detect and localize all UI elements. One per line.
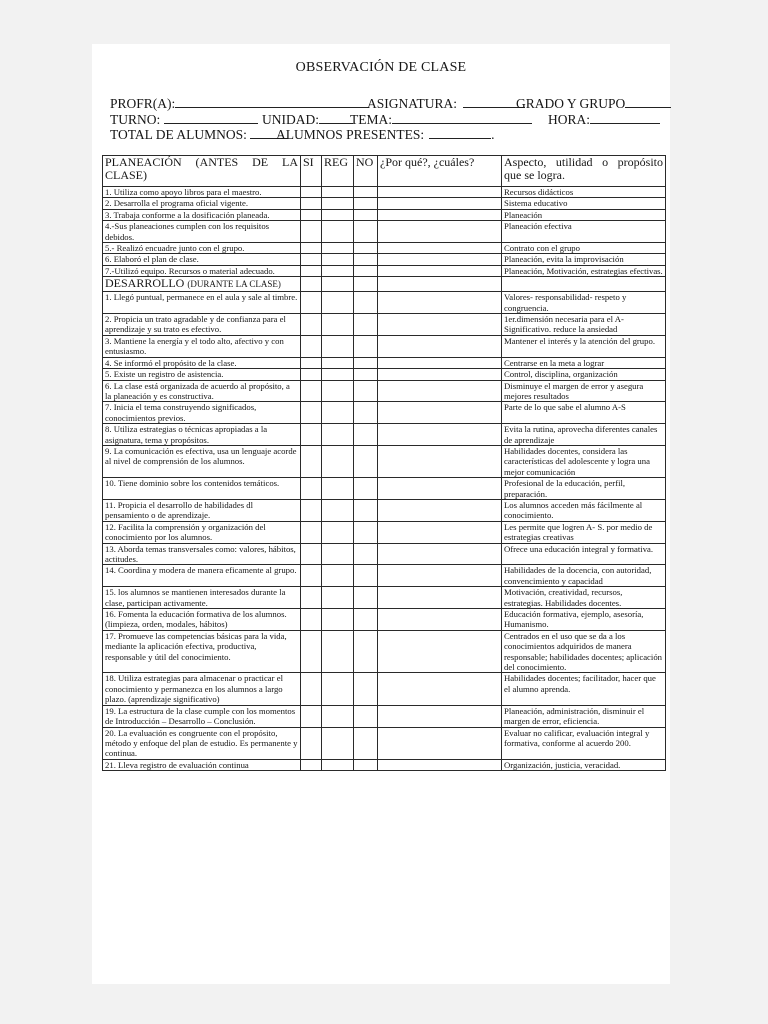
check-reg[interactable] <box>322 369 354 380</box>
aspect-cell <box>502 277 666 292</box>
period-mark: . <box>491 127 495 142</box>
check-no[interactable] <box>354 292 378 314</box>
aspect-text: Planeación, evita la improvisación <box>502 254 666 265</box>
check-si[interactable] <box>301 424 322 446</box>
check-reg[interactable] <box>322 499 354 521</box>
check-reg[interactable] <box>322 445 354 477</box>
check-no[interactable] <box>354 314 378 336</box>
desarrollo-header <box>103 277 301 292</box>
check-no[interactable] <box>354 357 378 368</box>
desarrollo-header-row <box>103 277 666 292</box>
aspect-text: Educación formativa, ejemplo, asesoría, Humanismo. <box>502 609 666 631</box>
hora-blank[interactable] <box>590 111 660 124</box>
aspect-text: Control, disciplina, organización <box>502 369 666 380</box>
check-si[interactable] <box>301 402 322 424</box>
table-row <box>103 369 666 380</box>
reason-cell[interactable] <box>378 759 502 770</box>
check-no[interactable] <box>354 543 378 565</box>
aspect-text: Contrato con el grupo <box>502 243 666 254</box>
check-reg[interactable] <box>322 380 354 402</box>
aspect-text: Profesional de la educación, perfil, preparación. <box>502 478 666 500</box>
aspect-text: Centrados en el uso que se da a los conocimientos adquiridos de manera responsable; habilidades docentes; aplicación del conocimiento. <box>502 630 666 673</box>
check-reg[interactable] <box>322 209 354 220</box>
reason-cell[interactable] <box>378 314 502 336</box>
criterion-text: 3. Mantiene la energía y el todo alto, afectivo y con entusiasmo. <box>103 335 301 357</box>
table-row <box>103 254 666 265</box>
table-row <box>103 673 666 705</box>
criterion-text: 19. La estructura de la clase cumple con los momentos de Introducción – Desarrollo – Conclusión. <box>103 705 301 727</box>
check-reg[interactable] <box>322 565 354 587</box>
grado-grupo-label: GRADO Y GRUPO <box>516 96 626 111</box>
aspect-text: Planeación, administración, disminuir el margen de error, eficiencia. <box>502 705 666 727</box>
check-si[interactable] <box>301 380 322 402</box>
alumnos-presentes-blank[interactable] <box>429 126 491 139</box>
table-row <box>103 499 666 521</box>
reason-cell[interactable] <box>378 254 502 265</box>
profr-blank[interactable] <box>175 95 369 108</box>
aspect-text: Parte de lo que sabe el alumno A-S <box>502 402 666 424</box>
asignatura-label: ASIGNATURA: <box>367 96 458 111</box>
check-no[interactable] <box>354 609 378 631</box>
check-reg[interactable] <box>322 254 354 265</box>
criterion-text: 17. Promueve las competencias básicas para la vida, mediante la aplicación efectiva, productiva, responsable y útil del conocimiento. <box>103 630 301 673</box>
reason-cell[interactable] <box>378 243 502 254</box>
reason-cell[interactable] <box>378 335 502 357</box>
check-reg[interactable] <box>322 198 354 209</box>
asignatura-field[interactable] <box>367 95 525 112</box>
table-row <box>103 478 666 500</box>
aspect-text: Planeación, Motivación, estrategias efectivas. <box>502 265 666 276</box>
reason-cell[interactable] <box>378 402 502 424</box>
check-reg[interactable] <box>322 521 354 543</box>
aspect-text: Habilidades docentes, considera las características del adolescente y logra una mejor comunicación <box>502 445 666 477</box>
check-no[interactable] <box>354 277 378 292</box>
table-row <box>103 424 666 446</box>
observation-table <box>102 155 666 771</box>
check-no[interactable] <box>354 265 378 276</box>
check-si[interactable] <box>301 609 322 631</box>
check-si[interactable] <box>301 198 322 209</box>
check-reg[interactable] <box>322 335 354 357</box>
check-reg[interactable] <box>322 673 354 705</box>
criterion-text: 13. Aborda temas transversales como: valores, hábitos, actitudes. <box>103 543 301 565</box>
porque-header: ¿Por qué?, ¿cuáles? <box>378 156 502 187</box>
check-reg[interactable] <box>322 187 354 198</box>
check-si[interactable] <box>301 478 322 500</box>
aspect-text: Centrarse en la meta a lograr <box>502 357 666 368</box>
table-header-row <box>103 156 666 187</box>
reason-cell[interactable] <box>378 265 502 276</box>
criterion-text: 5. Existe un registro de asistencia. <box>103 369 301 380</box>
reason-cell[interactable] <box>378 445 502 477</box>
check-si[interactable] <box>301 335 322 357</box>
table-row <box>103 292 666 314</box>
criterion-text: 2. Propicia un trato agradable y de confianza para el aprendizaje y su trato es efectivo. <box>103 314 301 336</box>
check-si[interactable] <box>301 265 322 276</box>
turno-blank[interactable] <box>164 111 258 124</box>
aspect-text: Organización, justicia, veracidad. <box>502 759 666 770</box>
reg-header: REG <box>322 156 354 187</box>
aspect-text: Evaluar no calificar, evaluación integral y formativa, conforme al acuerdo 200. <box>502 727 666 759</box>
table-row <box>103 630 666 673</box>
table-row <box>103 221 666 243</box>
check-reg[interactable] <box>322 609 354 631</box>
check-reg[interactable] <box>322 543 354 565</box>
criterion-text: 7.-Utilizó equipo. Recursos o material adecuado. <box>103 265 301 276</box>
check-si[interactable] <box>301 630 322 673</box>
aspect-text: Los alumnos acceden más fácilmente al conocimiento. <box>502 499 666 521</box>
check-reg[interactable] <box>322 402 354 424</box>
check-reg[interactable] <box>322 243 354 254</box>
check-si[interactable] <box>301 209 322 220</box>
aspect-text: Ofrece una educación integral y formativa. <box>502 543 666 565</box>
total-alumnos-label: TOTAL DE ALUMNOS: <box>110 127 247 142</box>
alumnos-presentes-field[interactable] <box>276 126 495 143</box>
criterion-text: 4. Se informó el propósito de la clase. <box>103 357 301 368</box>
check-si[interactable] <box>301 254 322 265</box>
reason-cell[interactable] <box>378 705 502 727</box>
reason-cell[interactable] <box>378 565 502 587</box>
reason-cell[interactable] <box>378 187 502 198</box>
criterion-text: 16. Fomenta la educación formativa de los alumnos.(limpieza, orden, modales, hábitos) <box>103 609 301 631</box>
reason-cell[interactable] <box>378 424 502 446</box>
criterion-text: 1. Utiliza como apoyo libros para el maestro. <box>103 187 301 198</box>
aspect-text: Motivación, creatividad, recursos, estrategias. Habilidades docentes. <box>502 587 666 609</box>
table-row <box>103 402 666 424</box>
check-no[interactable] <box>354 521 378 543</box>
check-no[interactable] <box>354 424 378 446</box>
criterion-text: 4.-Sus planeaciones cumplen con los requisitos debidos. <box>103 221 301 243</box>
aspect-text: Planeación <box>502 209 666 220</box>
check-no[interactable] <box>354 499 378 521</box>
grado-grupo-blank[interactable] <box>625 95 671 108</box>
grado-grupo-field[interactable] <box>516 95 671 112</box>
profr-label: PROFR(A): <box>110 96 176 111</box>
hora-field[interactable] <box>548 111 660 128</box>
table-row <box>103 609 666 631</box>
criterion-text: 18. Utiliza estrategias para almacenar o practicar el conocimiento y permanezca en los alumnos a largo plazo. (aprendizaje significativo) <box>103 673 301 705</box>
desarrollo-section <box>103 277 666 292</box>
table-row <box>103 335 666 357</box>
check-no[interactable] <box>354 759 378 770</box>
check-si[interactable] <box>301 565 322 587</box>
criterion-text: 5.- Realizó encuadre junto con el grupo. <box>103 243 301 254</box>
reason-cell[interactable] <box>378 357 502 368</box>
reason-cell[interactable] <box>378 369 502 380</box>
check-no[interactable] <box>354 221 378 243</box>
tema-blank[interactable] <box>392 111 532 124</box>
check-reg[interactable] <box>322 759 354 770</box>
reason-cell[interactable] <box>378 609 502 631</box>
check-reg[interactable] <box>322 630 354 673</box>
table-row <box>103 209 666 220</box>
reason-cell[interactable] <box>378 587 502 609</box>
check-si[interactable] <box>301 243 322 254</box>
table-row <box>103 521 666 543</box>
reason-cell[interactable] <box>378 521 502 543</box>
check-no[interactable] <box>354 727 378 759</box>
planeacion-header: PLANEACIÓN (ANTES DE LA CLASE) <box>103 156 301 187</box>
table-row <box>103 727 666 759</box>
profr-field[interactable] <box>110 95 369 112</box>
check-no[interactable] <box>354 705 378 727</box>
check-reg[interactable] <box>322 587 354 609</box>
total-alumnos-field[interactable] <box>110 126 288 143</box>
check-no[interactable] <box>354 198 378 209</box>
table-row <box>103 445 666 477</box>
check-no[interactable] <box>354 254 378 265</box>
check-no[interactable] <box>354 243 378 254</box>
table-row <box>103 243 666 254</box>
table-row <box>103 565 666 587</box>
check-si[interactable] <box>301 292 322 314</box>
check-reg[interactable] <box>322 478 354 500</box>
criterion-text: 1. Llegó puntual, permanece en el aula y sale al timbre. <box>103 292 301 314</box>
table-row <box>103 265 666 276</box>
reason-cell[interactable] <box>378 221 502 243</box>
check-no[interactable] <box>354 478 378 500</box>
check-reg[interactable] <box>322 357 354 368</box>
aspecto-header: Aspecto, utilidad o propósito que se logra. <box>502 156 666 187</box>
reason-cell[interactable] <box>378 277 502 292</box>
unidad-label: UNIDAD: <box>262 112 319 127</box>
aspect-text: Disminuye el margen de error y asegura mejores resultados <box>502 380 666 402</box>
check-no[interactable] <box>354 209 378 220</box>
table-row <box>103 543 666 565</box>
check-reg[interactable] <box>322 727 354 759</box>
criterion-text: 6. La clase está organizada de acuerdo al propósito, a la planeación y es constructiva. <box>103 380 301 402</box>
criterion-text: 3. Trabaja conforme a la dosificación planeada. <box>103 209 301 220</box>
check-si[interactable] <box>301 727 322 759</box>
reason-cell[interactable] <box>378 543 502 565</box>
criterion-text: 8. Utiliza estrategias o técnicas apropiadas a la asignatura, tema y propósitos. <box>103 424 301 446</box>
check-reg[interactable] <box>322 705 354 727</box>
unidad-blank[interactable] <box>319 111 353 124</box>
check-no[interactable] <box>354 369 378 380</box>
check-no[interactable] <box>354 587 378 609</box>
table-row <box>103 198 666 209</box>
check-no[interactable] <box>354 402 378 424</box>
reason-cell[interactable] <box>378 292 502 314</box>
reason-cell[interactable] <box>378 198 502 209</box>
aspect-text: Habilidades docentes; facilitador, hacer que el alumno aprenda. <box>502 673 666 705</box>
reason-cell[interactable] <box>378 209 502 220</box>
check-no[interactable] <box>354 565 378 587</box>
aspect-text: Evita la rutina, aprovecha diferentes canales de aprendizaje <box>502 424 666 446</box>
aspect-text: Sistema educativo <box>502 198 666 209</box>
criterion-text: 15. los alumnos se mantienen interesados durante la clase, participan activamente. <box>103 587 301 609</box>
table-row <box>103 759 666 770</box>
criterion-text: 21. Lleva registro de evaluación continua <box>103 759 301 770</box>
check-reg[interactable] <box>322 277 354 292</box>
aspect-text: Mantener el interés y la atención del grupo. <box>502 335 666 357</box>
criterion-text: 12. Facilita la comprensión y organización del conocimiento por los alumnos. <box>103 521 301 543</box>
check-no[interactable] <box>354 335 378 357</box>
check-si[interactable] <box>301 221 322 243</box>
check-no[interactable] <box>354 630 378 673</box>
reason-cell[interactable] <box>378 673 502 705</box>
aspect-text: Habilidades de la docencia, con autoridad, convencimiento y capacidad <box>502 565 666 587</box>
check-reg[interactable] <box>322 314 354 336</box>
si-header: SI <box>301 156 322 187</box>
check-si[interactable] <box>301 705 322 727</box>
aspect-text: Les permite que logren A- S. por medio de estrategias creativas <box>502 521 666 543</box>
desarrollo-title: DESARROLLO <box>105 276 185 291</box>
reason-cell[interactable] <box>378 727 502 759</box>
alumnos-presentes-label: ALUMNOS PRESENTES: <box>276 127 425 142</box>
check-si[interactable] <box>301 543 322 565</box>
aspect-text: Planeación efectiva <box>502 221 666 243</box>
check-si[interactable] <box>301 445 322 477</box>
reason-cell[interactable] <box>378 380 502 402</box>
check-si[interactable] <box>301 314 322 336</box>
check-si[interactable] <box>301 357 322 368</box>
check-si[interactable] <box>301 187 322 198</box>
check-reg[interactable] <box>322 292 354 314</box>
criterion-text: 7. Inicia el tema construyendo significados, conocimientos previos. <box>103 402 301 424</box>
check-no[interactable] <box>354 673 378 705</box>
table-row <box>103 314 666 336</box>
form-title: OBSERVACIÓN DE CLASE <box>295 60 467 75</box>
check-no[interactable] <box>354 187 378 198</box>
criterion-text: 14. Coordina y modera de manera eficamente al grupo. <box>103 565 301 587</box>
criterion-text: 2. Desarrolla el programa oficial vigente. <box>103 198 301 209</box>
check-si[interactable] <box>301 277 322 292</box>
tema-label: TEMA: <box>350 112 392 127</box>
check-si[interactable] <box>301 759 322 770</box>
planeacion-body <box>103 187 666 277</box>
check-reg[interactable] <box>322 221 354 243</box>
observation-form-sheet <box>92 44 670 984</box>
hora-label: HORA: <box>548 112 591 127</box>
check-no[interactable] <box>354 380 378 402</box>
reason-cell[interactable] <box>378 630 502 673</box>
reason-cell[interactable] <box>378 478 502 500</box>
desarrollo-subtitle: (DURANTE LA CLASE) <box>187 279 281 290</box>
criterion-text: 6. Elaboró el plan de clase. <box>103 254 301 265</box>
criterion-text: 9. La comunicación es efectiva, usa un lenguaje acorde al nivel de comprensión de los alumnos. <box>103 445 301 477</box>
check-no[interactable] <box>354 445 378 477</box>
no-header: NO <box>354 156 378 187</box>
check-si[interactable] <box>301 673 322 705</box>
check-si[interactable] <box>301 499 322 521</box>
check-si[interactable] <box>301 369 322 380</box>
aspect-text: 1er.dimensión necesaria para el A- Significativo. reduce la ansiedad <box>502 314 666 336</box>
check-reg[interactable] <box>322 265 354 276</box>
desarrollo-body <box>103 292 666 771</box>
criterion-text: 20. La evaluación es congruente con el propósito, método y enfoque del plan de estudio. Es permanente y continua. <box>103 727 301 759</box>
reason-cell[interactable] <box>378 499 502 521</box>
turno-label: TURNO: <box>110 112 161 127</box>
aspect-text: Recursos didácticos <box>502 187 666 198</box>
check-si[interactable] <box>301 587 322 609</box>
table-row <box>103 187 666 198</box>
table-row <box>103 587 666 609</box>
aspect-text: Valores- responsabilidad- respeto y congruencia. <box>502 292 666 314</box>
criterion-text: 10. Tiene dominio sobre los contenidos temáticos. <box>103 478 301 500</box>
table-row <box>103 380 666 402</box>
check-reg[interactable] <box>322 424 354 446</box>
table-row <box>103 705 666 727</box>
table-row <box>103 357 666 368</box>
criterion-text: 11. Propicia el desarrollo de habilidades dl pensamiento o de aprendizaje. <box>103 499 301 521</box>
check-si[interactable] <box>301 521 322 543</box>
